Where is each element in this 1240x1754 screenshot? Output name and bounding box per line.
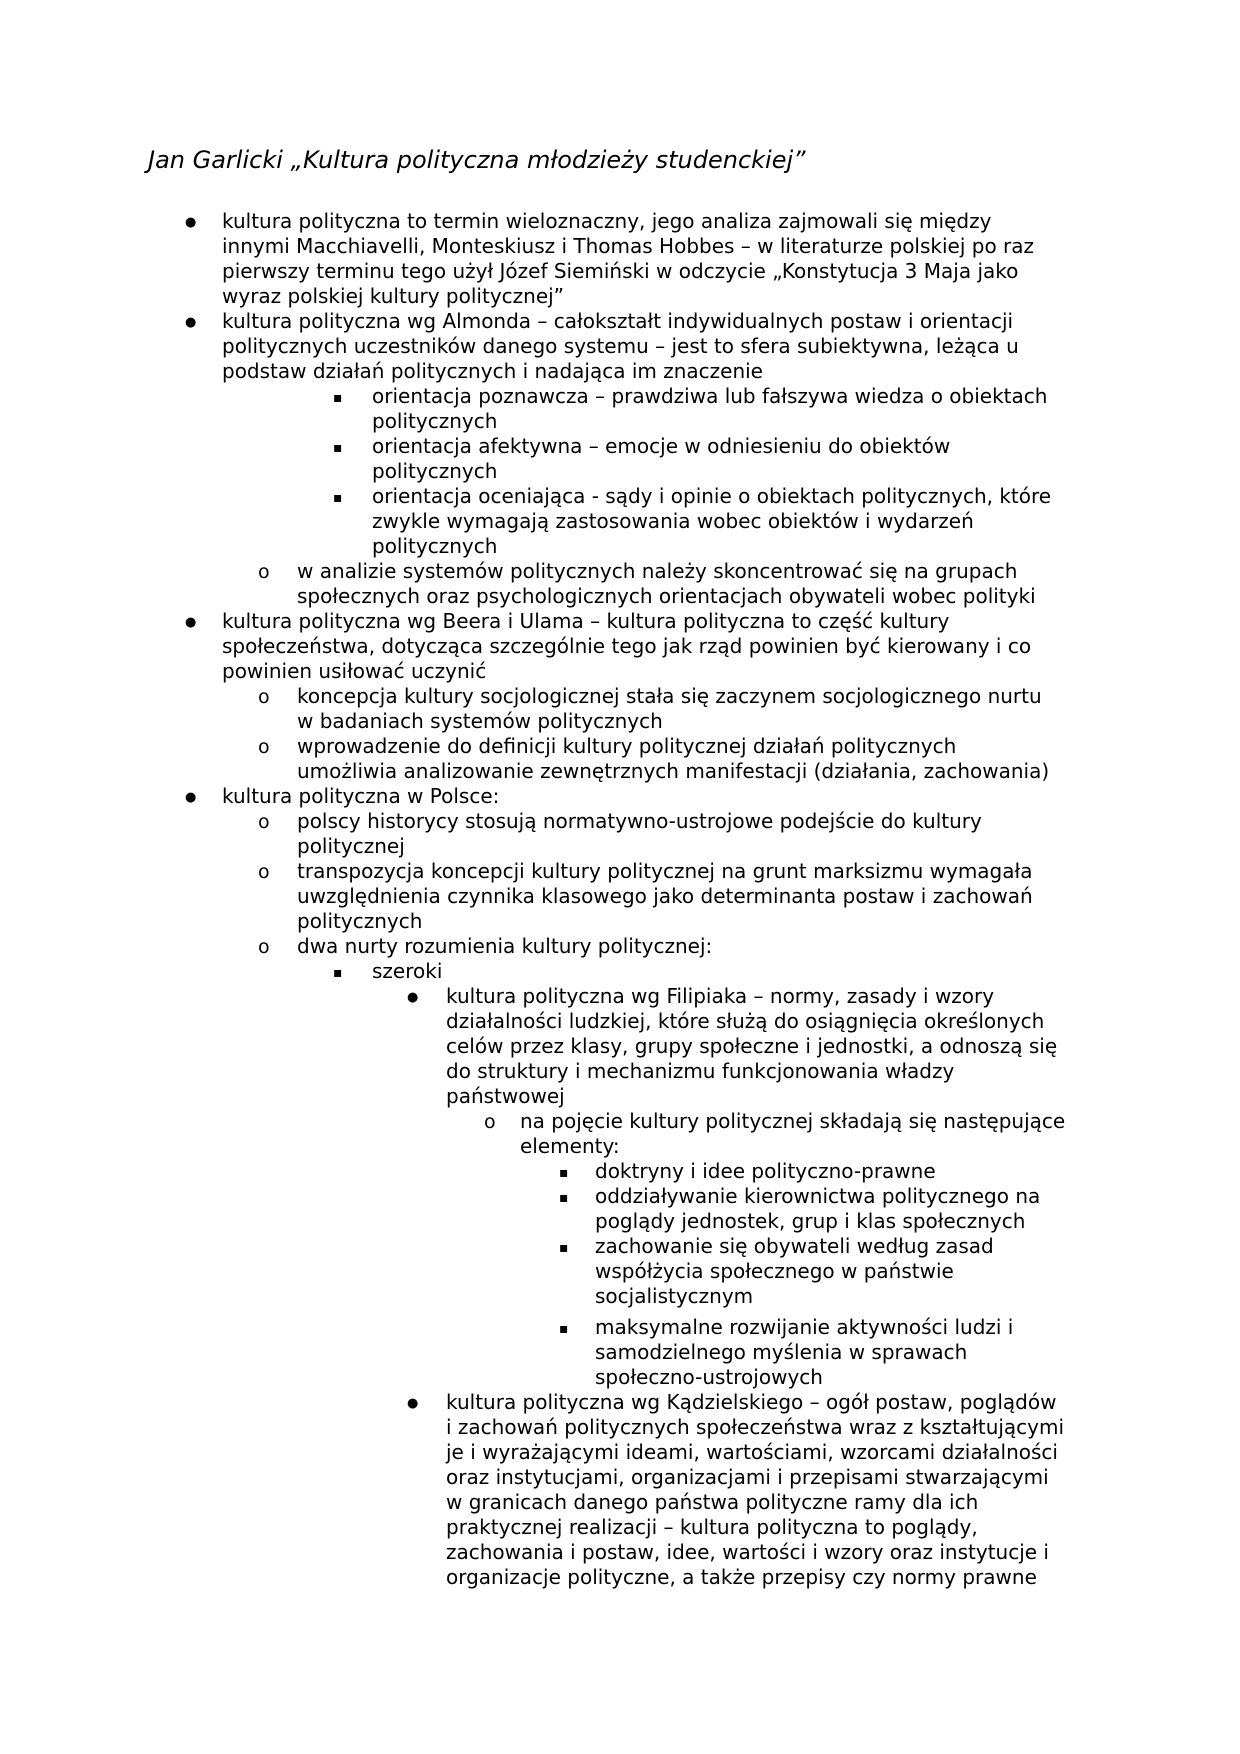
text-line: i zachowań politycznych społeczeństwa wraz z kształtującymi <box>446 1415 1065 1439</box>
list-item-text <box>595 1159 1240 1184</box>
square-bullet-icon <box>333 959 343 987</box>
list-item <box>0 384 1240 434</box>
text-line: doktryny i idee polityczno-prawne <box>595 1159 936 1183</box>
list-item-text <box>446 984 1240 1109</box>
text-line: oraz instytucjami, organizacjami i przepisami stwarzającymi <box>446 1465 1049 1489</box>
text-line: kultura polityczna to termin wieloznaczny, jego analiza zajmowali się między <box>222 209 992 233</box>
list-item-text <box>372 434 1240 484</box>
list-item-text <box>297 934 1240 959</box>
text-line: je i wyrażającymi ideami, wartościami, wzorcami działalności <box>446 1440 1058 1464</box>
disc-bullet-icon <box>185 609 196 637</box>
text-line: orientacja oceniająca - sądy i opinie o obiektach politycznych, które <box>372 484 1052 508</box>
circle-bullet-icon <box>258 934 270 960</box>
text-line: organizacje polityczne, a także przepisy czy normy prawne <box>446 1565 1037 1589</box>
square-bullet-icon <box>559 1315 569 1343</box>
list-item <box>0 1109 1240 1159</box>
text-line: społeczeństwa, dotycząca szczególnie tego jak rząd powinien być kierowany i co <box>222 634 1032 658</box>
text-line: kultura polityczna wg Beera i Ulama – kultura polityczna to część kultury <box>222 609 950 633</box>
text-line: działalności ludzkiej, które służą do osiągnięcia określonych <box>446 1009 1045 1033</box>
circle-bullet-icon <box>258 859 270 885</box>
list-item-text <box>446 1390 1240 1590</box>
square-bullet-icon <box>559 1184 569 1212</box>
list-item <box>0 559 1240 609</box>
text-line: politycznej <box>297 834 405 858</box>
text-line: oddziaływanie kierownictwa politycznego na <box>595 1184 1041 1208</box>
text-line: uwzględnienia czynnika klasowego jako determinanta postaw i zachowań <box>297 884 1033 908</box>
list-item-text <box>297 559 1240 609</box>
list-item <box>0 209 1240 309</box>
disc-bullet-icon <box>185 209 196 237</box>
text-line: zachowanie się obywateli według zasad <box>595 1234 994 1258</box>
list-item <box>0 934 1240 959</box>
list-item-text <box>222 209 1240 309</box>
text-line: państwowej <box>446 1084 565 1108</box>
list-item <box>0 1315 1240 1390</box>
square-bullet-icon <box>333 434 343 462</box>
text-line: orientacja afektywna – emocje w odniesieniu do obiektów <box>372 434 951 458</box>
text-line: poglądy jednostek, grup i klas społecznych <box>595 1209 1026 1233</box>
text-line: orientacja poznawcza – prawdziwa lub fałszywa wiedza o obiektach <box>372 384 1048 408</box>
circle-bullet-icon <box>258 809 270 835</box>
list-item <box>0 434 1240 484</box>
disc-bullet-icon <box>185 309 196 337</box>
text-line: innymi Macchiavelli, Monteskiusz i Thomas Hobbes – w literaturze polskiej po raz <box>222 234 1035 258</box>
text-line: na pojęcie kultury politycznej składają się następujące <box>520 1109 1066 1133</box>
outline-list <box>0 209 1240 1590</box>
list-item <box>0 734 1240 784</box>
list-item <box>0 684 1240 734</box>
list-item <box>0 1234 1240 1309</box>
list-item <box>0 809 1240 859</box>
list-item-text <box>297 859 1240 934</box>
list-item-text <box>595 1315 1240 1390</box>
text-line: kultura polityczna wg Filipiaka – normy, zasady i wzory <box>446 984 995 1008</box>
list-item-text <box>297 734 1240 784</box>
text-line: socjalistycznym <box>595 1284 754 1308</box>
list-item-text <box>222 784 1240 809</box>
square-bullet-icon <box>333 384 343 412</box>
text-line: celów przez klasy, grupy społeczne i jednostki, a odnoszą się <box>446 1034 1058 1058</box>
square-bullet-icon <box>333 484 343 512</box>
list-item <box>0 959 1240 984</box>
circle-bullet-icon <box>258 734 270 760</box>
text-line: szeroki <box>372 959 443 983</box>
list-item-text <box>372 484 1240 559</box>
text-line: politycznych uczestników danego systemu – jest to sfera subiektywna, leżąca u <box>222 334 1019 358</box>
disc-bullet-icon <box>407 984 418 1012</box>
list-item <box>0 1159 1240 1184</box>
text-line: społecznych oraz psychologicznych orientacjach obywateli wobec polityki <box>297 584 1036 608</box>
list-item-text <box>372 959 1240 984</box>
text-line: dwa nurty rozumienia kultury politycznej: <box>297 934 713 958</box>
circle-bullet-icon <box>258 684 270 710</box>
text-line: do struktury i mechanizmu funkcjonowania władzy <box>446 1059 955 1083</box>
text-line: maksymalne rozwijanie aktywności ludzi i <box>595 1315 1014 1339</box>
text-line: politycznych <box>372 459 498 483</box>
text-line: politycznych <box>372 534 498 558</box>
square-bullet-icon <box>559 1234 569 1262</box>
list-item-text <box>297 684 1240 734</box>
list-item-text <box>297 809 1240 859</box>
text-line: w granicach danego państwa polityczne ramy dla ich <box>446 1490 979 1514</box>
text-line: koncepcja kultury socjologicznej stała się zaczynem socjologicznego nurtu <box>297 684 1042 708</box>
list-item-text <box>520 1109 1240 1159</box>
disc-bullet-icon <box>407 1390 418 1418</box>
text-line: transpozycja koncepcji kultury politycznej na grunt marksizmu wymagała <box>297 859 1033 883</box>
list-item <box>0 484 1240 559</box>
text-line: samodzielnego myślenia w sprawach <box>595 1340 968 1364</box>
text-line: współżycia społecznego w państwie <box>595 1259 954 1283</box>
list-item-text <box>595 1234 1240 1309</box>
text-line: praktycznej realizacji – kultura polityczna to poglądy, <box>446 1515 978 1539</box>
text-line: w analizie systemów politycznych należy skoncentrować się na grupach <box>297 559 1018 583</box>
text-line: polscy historycy stosują normatywno-ustrojowe podejście do kultury <box>297 809 982 833</box>
text-line: zwykle wymagają zastosowania wobec obiektów i wydarzeń <box>372 509 974 533</box>
text-line: umożliwia analizowanie zewnętrznych manifestacji (działania, zachowania) <box>297 759 1050 783</box>
list-item-text <box>372 384 1240 434</box>
list-item <box>0 859 1240 934</box>
list-item <box>0 609 1240 684</box>
text-line: politycznych <box>297 909 423 933</box>
list-item <box>0 1390 1240 1590</box>
list-item-text <box>222 609 1240 684</box>
circle-bullet-icon <box>484 1109 496 1135</box>
text-line: kultura polityczna wg Almonda – całokształt indywidualnych postaw i orientacji <box>222 309 1014 333</box>
list-item <box>0 309 1240 384</box>
text-line: zachowania i postaw, idee, wartości i wzory oraz instytucje i <box>446 1540 1049 1564</box>
circle-bullet-icon <box>258 559 270 585</box>
list-item-text <box>595 1184 1240 1234</box>
text-line: kultura polityczna w Polsce: <box>222 784 500 808</box>
text-line: pierwszy terminu tego użył Józef Siemiński w odczycie „Konstytucja 3 Maja jako <box>222 259 1019 283</box>
square-bullet-icon <box>559 1159 569 1187</box>
text-line: społeczno-ustrojowych <box>595 1365 823 1389</box>
text-line: powinien usiłować uczynić <box>222 659 487 683</box>
text-line: wprowadzenie do definicji kultury politycznej działań politycznych <box>297 734 957 758</box>
disc-bullet-icon <box>185 784 196 812</box>
list-item-text <box>222 309 1240 384</box>
text-line: podstaw działań politycznych i nadająca im znaczenie <box>222 359 763 383</box>
text-line: wyraz polskiej kultury politycznej” <box>222 284 565 308</box>
text-line: elementy: <box>520 1134 620 1158</box>
list-item <box>0 784 1240 809</box>
text-line: kultura polityczna wg Kądzielskiego – ogół postaw, poglądów <box>446 1390 1057 1414</box>
list-item <box>0 1184 1240 1234</box>
text-line: politycznych <box>372 409 498 433</box>
document-title: Jan Garlicki „Kultura polityczna młodzieży studenckiej” <box>148 146 806 174</box>
text-line: w badaniach systemów politycznych <box>297 709 663 733</box>
list-item <box>0 984 1240 1109</box>
